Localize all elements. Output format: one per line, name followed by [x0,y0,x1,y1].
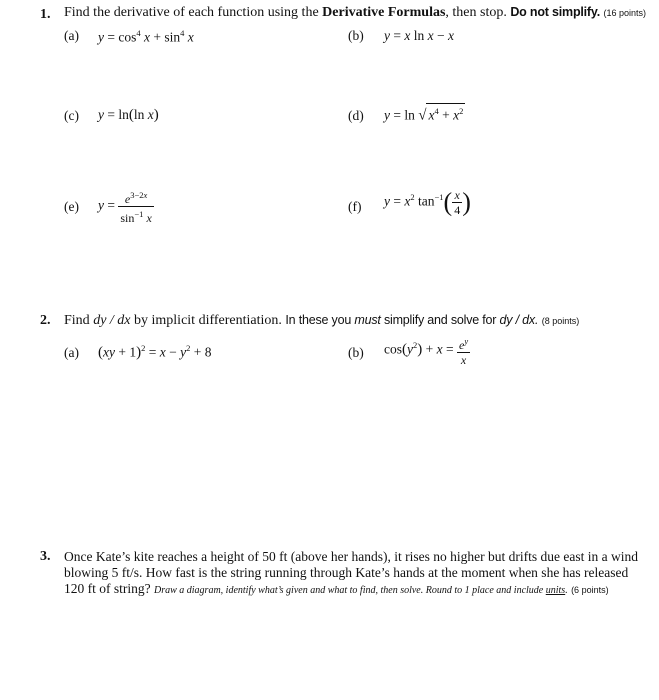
do-not-simplify-note: Do not simplify. [510,5,600,19]
part-1d-label: (d) [348,108,364,123]
part-1c-label: (c) [64,108,79,123]
part-1f-equation: $y = x^2$ $\tan^{-1}$( $\frac{x}{4}$ ) [384,187,471,217]
part-2a-equation: $(xy + 1)^2 = x - y^2 + 8$ [98,343,212,361]
part-1a-equation: $y = \cos^4 x + \sin^4 x$ [98,28,194,45]
prompt-line-2: blowing 5 ft/s. How fast is the string running through Kate’s hands at the moment when she has released [64,565,629,580]
question-2-prompt [64,313,579,329]
part-1c-equation: y = ln(ln x) [98,107,159,123]
simplify-note: In these you must simplify and solve for dy / dx. [285,313,539,327]
points-label: (16 points) [603,8,647,18]
question-1-prompt [64,5,646,21]
points-label: (8 points) [541,316,580,326]
part-1f-label: (f) [348,199,362,214]
prompt-bold: Derivative Formulas [322,5,446,20]
question-number: 1. [40,7,51,22]
prompt-line-1: Once Kate’s kite reaches a height of 50 ft (above her hands), it rises no higher but drifts due east in a wind [64,549,638,564]
fraction: $\frac{e^{3-2x}}{\sin^{-1} x}$ [120,190,152,225]
fraction: $\frac{e^y}{x}$ [459,336,469,367]
part-1b-label: (b) [348,28,364,43]
part-1b-equation: y = x ln x − x [384,28,455,43]
part-1a-label: (a) [64,28,79,43]
part-2b-equation: $\cos(y^2) + x$ = $\frac{e^y}{x}$ [384,336,469,367]
part-1d-equation: y = ln √ $x^4 + x^2$ [384,103,465,125]
part-1e-label: (e) [64,199,79,214]
prompt-text-end: , then stop. [445,5,507,20]
prompt-text: Find [64,313,94,328]
prompt-text-end: by implicit differentiation. [130,313,282,328]
part-1e-equation: y = $\frac{e^{3-2x}}{\sin^{-1} x}$ [98,190,152,225]
part-2b-label: (b) [348,345,364,360]
question-3-prompt [64,549,654,599]
prompt-text: Find the derivative of each function using the [64,5,323,20]
instructions: Draw a diagram, identify what’s given and what to find, then solve. Round to 1 place and include units. [154,585,568,596]
question-2-number: 2. [40,313,51,328]
part-2a-label: (a) [64,345,79,360]
prompt-derivative: dy / dx [93,313,131,328]
points-label: (6 points) [571,585,609,595]
prompt-line-3: 120 ft of string? Draw a diagram, identify what’s given and what to find, then solve. Round to 1 place and include units. (6 points) [64,581,609,596]
question-3-number: 3. [40,549,51,564]
